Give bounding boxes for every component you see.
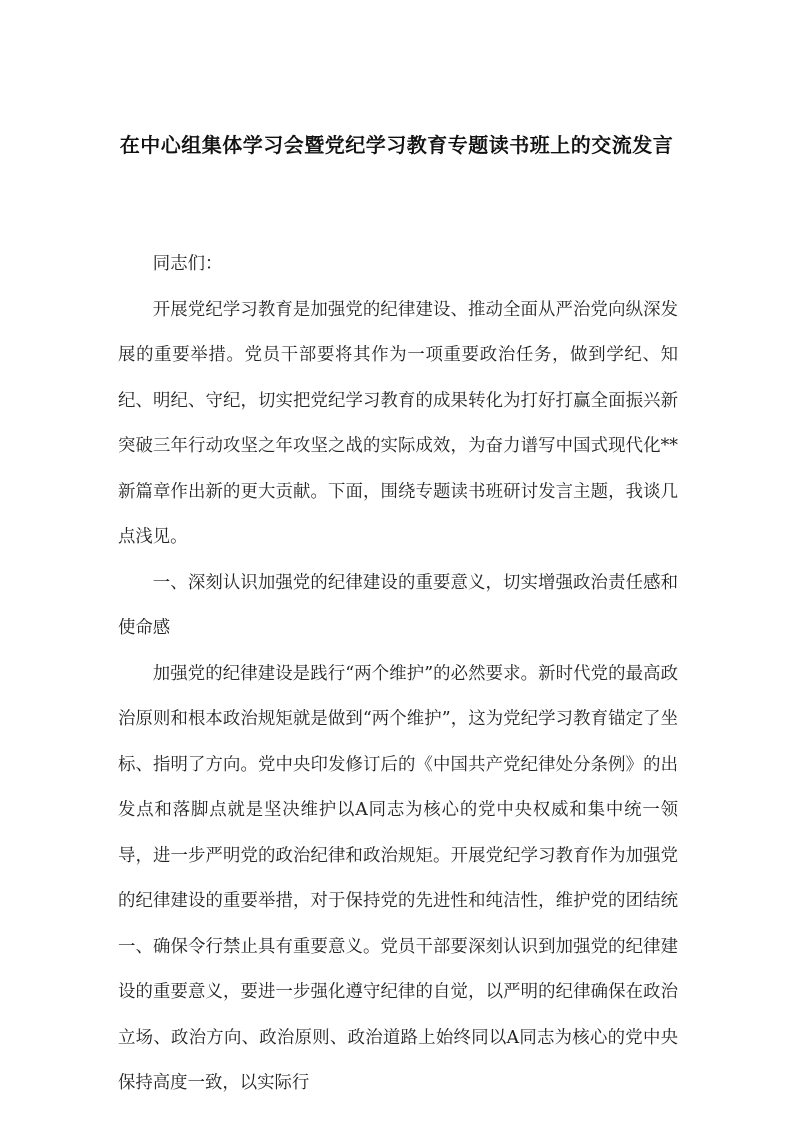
paragraph-intro: 开展党纪学习教育是加强党的纪律建设、推动全面从严治党向纵深发展的重要举措。党员干部要将其作为一项重要政治任务，做到学纪、知纪、明纪、守纪，切实把党纪学习教育的成果转化为打好打赢全面振兴新突破三年行动攻坚之年攻坚之战的实际成效，为奋力谱写中国式现代化**新篇章作出新的更大贡献。下面，围绕专题读书班研讨发言主题，我谈几点浅见。 <box>118 299 678 547</box>
section-heading-1: 一、深刻认识加强党的纪律建设的重要意义，切实增强政治责任感和使命感 <box>118 572 678 638</box>
document-body <box>118 242 678 1107</box>
salutation: 同志们： <box>152 254 223 274</box>
paragraph-section-1: 加强党的纪律建设是践行“两个维护”的必然要求。新时代党的最高政治原则和根本政治规矩就是做到“两个维护”，这为党纪学习教育锚定了坐标、指明了方向。党中央印发修订后的《中国共产党纪律处分条例》的出发点和落脚点就是坚决维护以A同志为核心的党中央权威和集中统一领导，进一步严明党的政治纪律和政治规矩。开展党纪学习教育作为加强党的纪律建设的重要举措，对于保持党的先进性和纯洁性，维护党的团结统一、确保令行禁止具有重要意义。党员干部要深刻认识到加强党的纪律建设的重要意义，要进一步强化遵守纪律的自觉，以严明的纪律确保在政治立场、政治方向、政治原则、政治道路上始终同以A同志为核心的党中央保持高度一致，以实际行 <box>118 663 678 1093</box>
document-title: 在中心组集体学习会暨党纪学习教育专题读书班上的交流发言 <box>119 133 674 157</box>
